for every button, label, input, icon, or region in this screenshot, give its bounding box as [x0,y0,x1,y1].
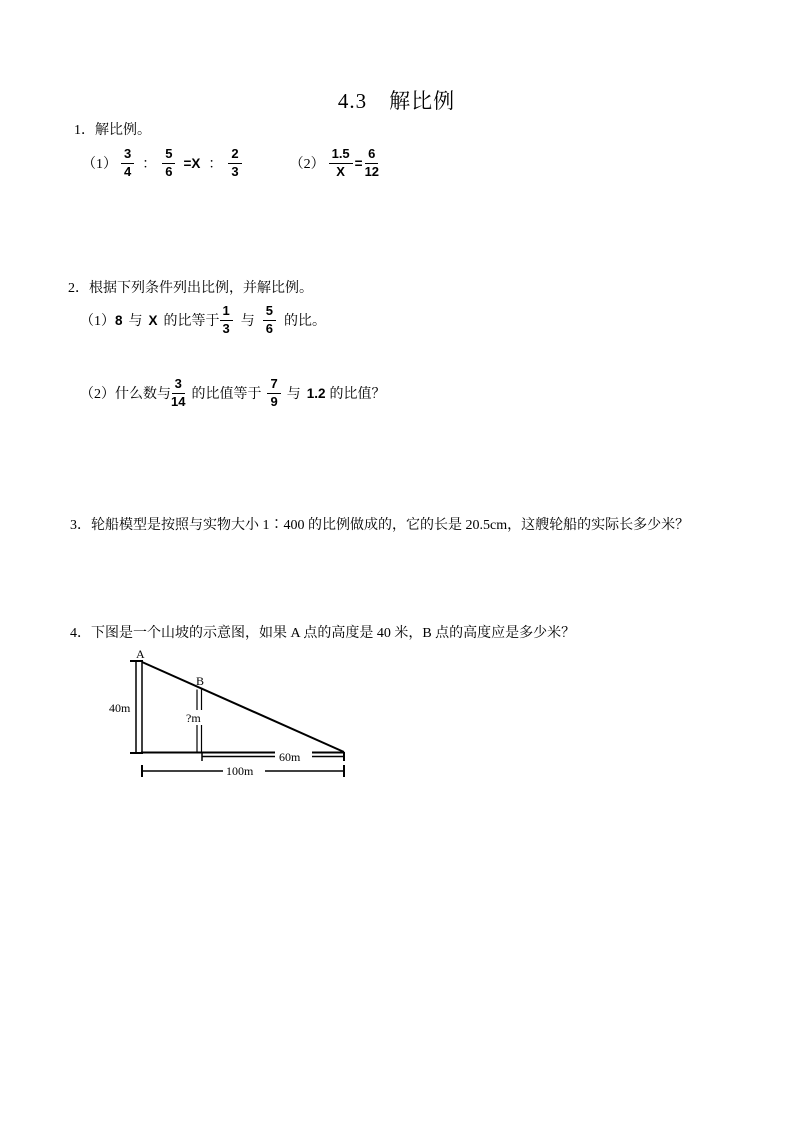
base-60m-label: 60m [279,750,301,764]
problem-2-part-2: （2） 什么数与 $\frac{3}{14}$ 的比值等于 $\frac{7}{9}$ 与 1.2 的比值？ [80,376,386,409]
ratio-colon: ： [208,157,223,172]
equals-x: =X [183,155,201,171]
triangle-hypotenuse [142,662,344,752]
part-1-label: （1） [80,314,115,329]
fraction-3-4: $\frac{3}{4}$ [121,146,134,180]
height-40m-label: 40m [109,701,131,715]
problem-1-equations [82,143,379,183]
base-100m-label: 100m [226,764,254,778]
fraction-5-6: $\frac{5}{6}$ [263,303,276,337]
ratio-colon: ： [142,157,157,172]
point-a-label: A [136,647,145,661]
fraction-1-3: $\frac{1}{3}$ [220,303,233,337]
point-b-label: B [196,674,205,688]
fraction-2-3: $\frac{2}{3}$ [228,146,241,180]
problem-4-heading: 4．下图是一个山坡的示意图，如果 A 点的高度是 40 米，B 点的高度应是多少米？ [70,626,576,641]
height-unknown-label: ?m [186,711,201,725]
part-2-label: （2） [289,157,325,172]
equals-sign: = [354,155,363,171]
number-8: 8 [115,312,123,328]
problem-2-heading: 2．根据下列条件列出比例，并解比例。 [68,281,313,296]
fraction-6-12: $\frac{6}{12}$ [364,146,380,179]
problem-3-heading: 3．轮船模型是按照与实物大小 1∶400 的比例做成的，它的长是 20.5cm，这艘轮船的实际长多少米？ [70,518,690,533]
fraction-7-9: $\frac{7}{9}$ [267,376,280,410]
problem-1-heading: 1．解比例。 [74,123,151,138]
part-1-label: （1） [82,157,117,172]
page-title: 4.3 解比例 [337,89,456,113]
number-1point2: 1.2 [306,385,326,401]
fraction-5-6: $\frac{5}{6}$ [162,146,175,180]
problem-2-part-1: （1） 8 与 X 的比等于 $\frac{1}{3}$ 与 $\frac{5}{6}$ 的比。 [80,303,326,336]
part-2-label: （2） [80,387,115,402]
fraction-3-14: $\frac{3}{14}$ [171,376,186,409]
fraction-1point5-x: $\frac{1.5}{X}$ [329,146,353,180]
hill-diagram [105,640,365,788]
letter-x: X [148,312,158,328]
